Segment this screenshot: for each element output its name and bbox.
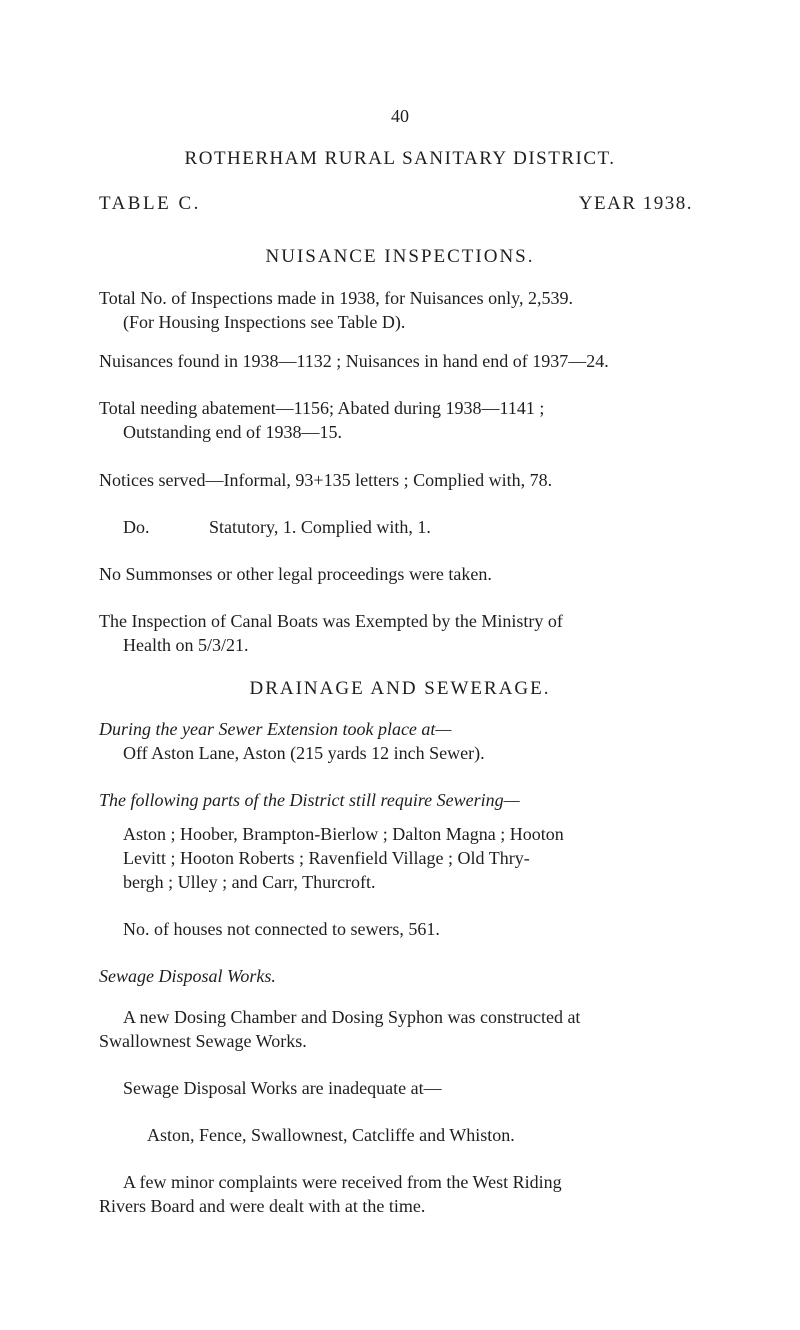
abatement-line: Total needing abatement—1156; Abated during 1938—1141 ; [99,398,545,418]
district-title: ROTHERHAM RURAL SANITARY DISTRICT. [184,148,616,169]
inadequate-works-intro: Sewage Disposal Works are inadequate at— [123,1078,442,1098]
summonses-line: No Summonses or other legal proceedings were taken. [99,564,492,584]
year-label: YEAR 1938. [578,193,693,214]
sewering-required-list-line2: Levitt ; Hooton Roberts ; Ravenfield Village ; Old Thry- [123,848,530,868]
swallownest-works-line: Swallownest Sewage Works. [99,1031,307,1051]
drainage-sewerage-heading: DRAINAGE AND SEWERAGE. [249,678,551,699]
canal-boats-date: Health on 5/3/21. [123,635,249,655]
statutory-ditto: Do. [123,517,150,537]
sewage-disposal-works-heading: Sewage Disposal Works. [99,966,276,986]
housing-inspections-note: (For Housing Inspections see Table D). [123,312,406,332]
sewering-required-list-line1: Aston ; Hoober, Brampton-Bierlow ; Dalton Magna ; Hooton [123,824,564,844]
nuisances-found-line: Nuisances found in 1938—1132 ; Nuisances in hand end of 1937—24. [99,351,609,371]
complaints-line: A few minor complaints were received from the West Riding [123,1172,562,1192]
dosing-chamber-line: A new Dosing Chamber and Dosing Syphon was constructed at [123,1007,581,1027]
sewering-required-list-line3: bergh ; Ulley ; and Carr, Thurcroft. [123,872,376,892]
table-label: TABLE C. [99,193,201,214]
canal-boats-line: The Inspection of Canal Boats was Exempted by the Ministry of [99,611,563,631]
sewering-required-intro: The following parts of the District still require Sewering— [99,790,520,810]
complaints-line-2: Rivers Board and were dealt with at the time. [99,1196,426,1216]
inadequate-works-list: Aston, Fence, Swallownest, Catcliffe and Whiston. [147,1125,515,1145]
statutory-notices-line: Statutory, 1. Complied with, 1. [209,517,431,537]
total-inspections-line: Total No. of Inspections made in 1938, for Nuisances only, 2,539. [99,288,573,308]
nuisance-inspections-heading: NUISANCE INSPECTIONS. [265,246,535,267]
notices-served-line: Notices served—Informal, 93+135 letters ; Complied with, 78. [99,470,553,490]
sewer-extension-detail: Off Aston Lane, Aston (215 yards 12 inch Sewer). [123,743,485,763]
outstanding-line: Outstanding end of 1938—15. [123,422,342,442]
houses-not-connected-line: No. of houses not connected to sewers, 561. [123,919,440,939]
page-number: 40 [391,106,409,126]
sewer-extension-intro: During the year Sewer Extension took place at— [99,719,452,739]
